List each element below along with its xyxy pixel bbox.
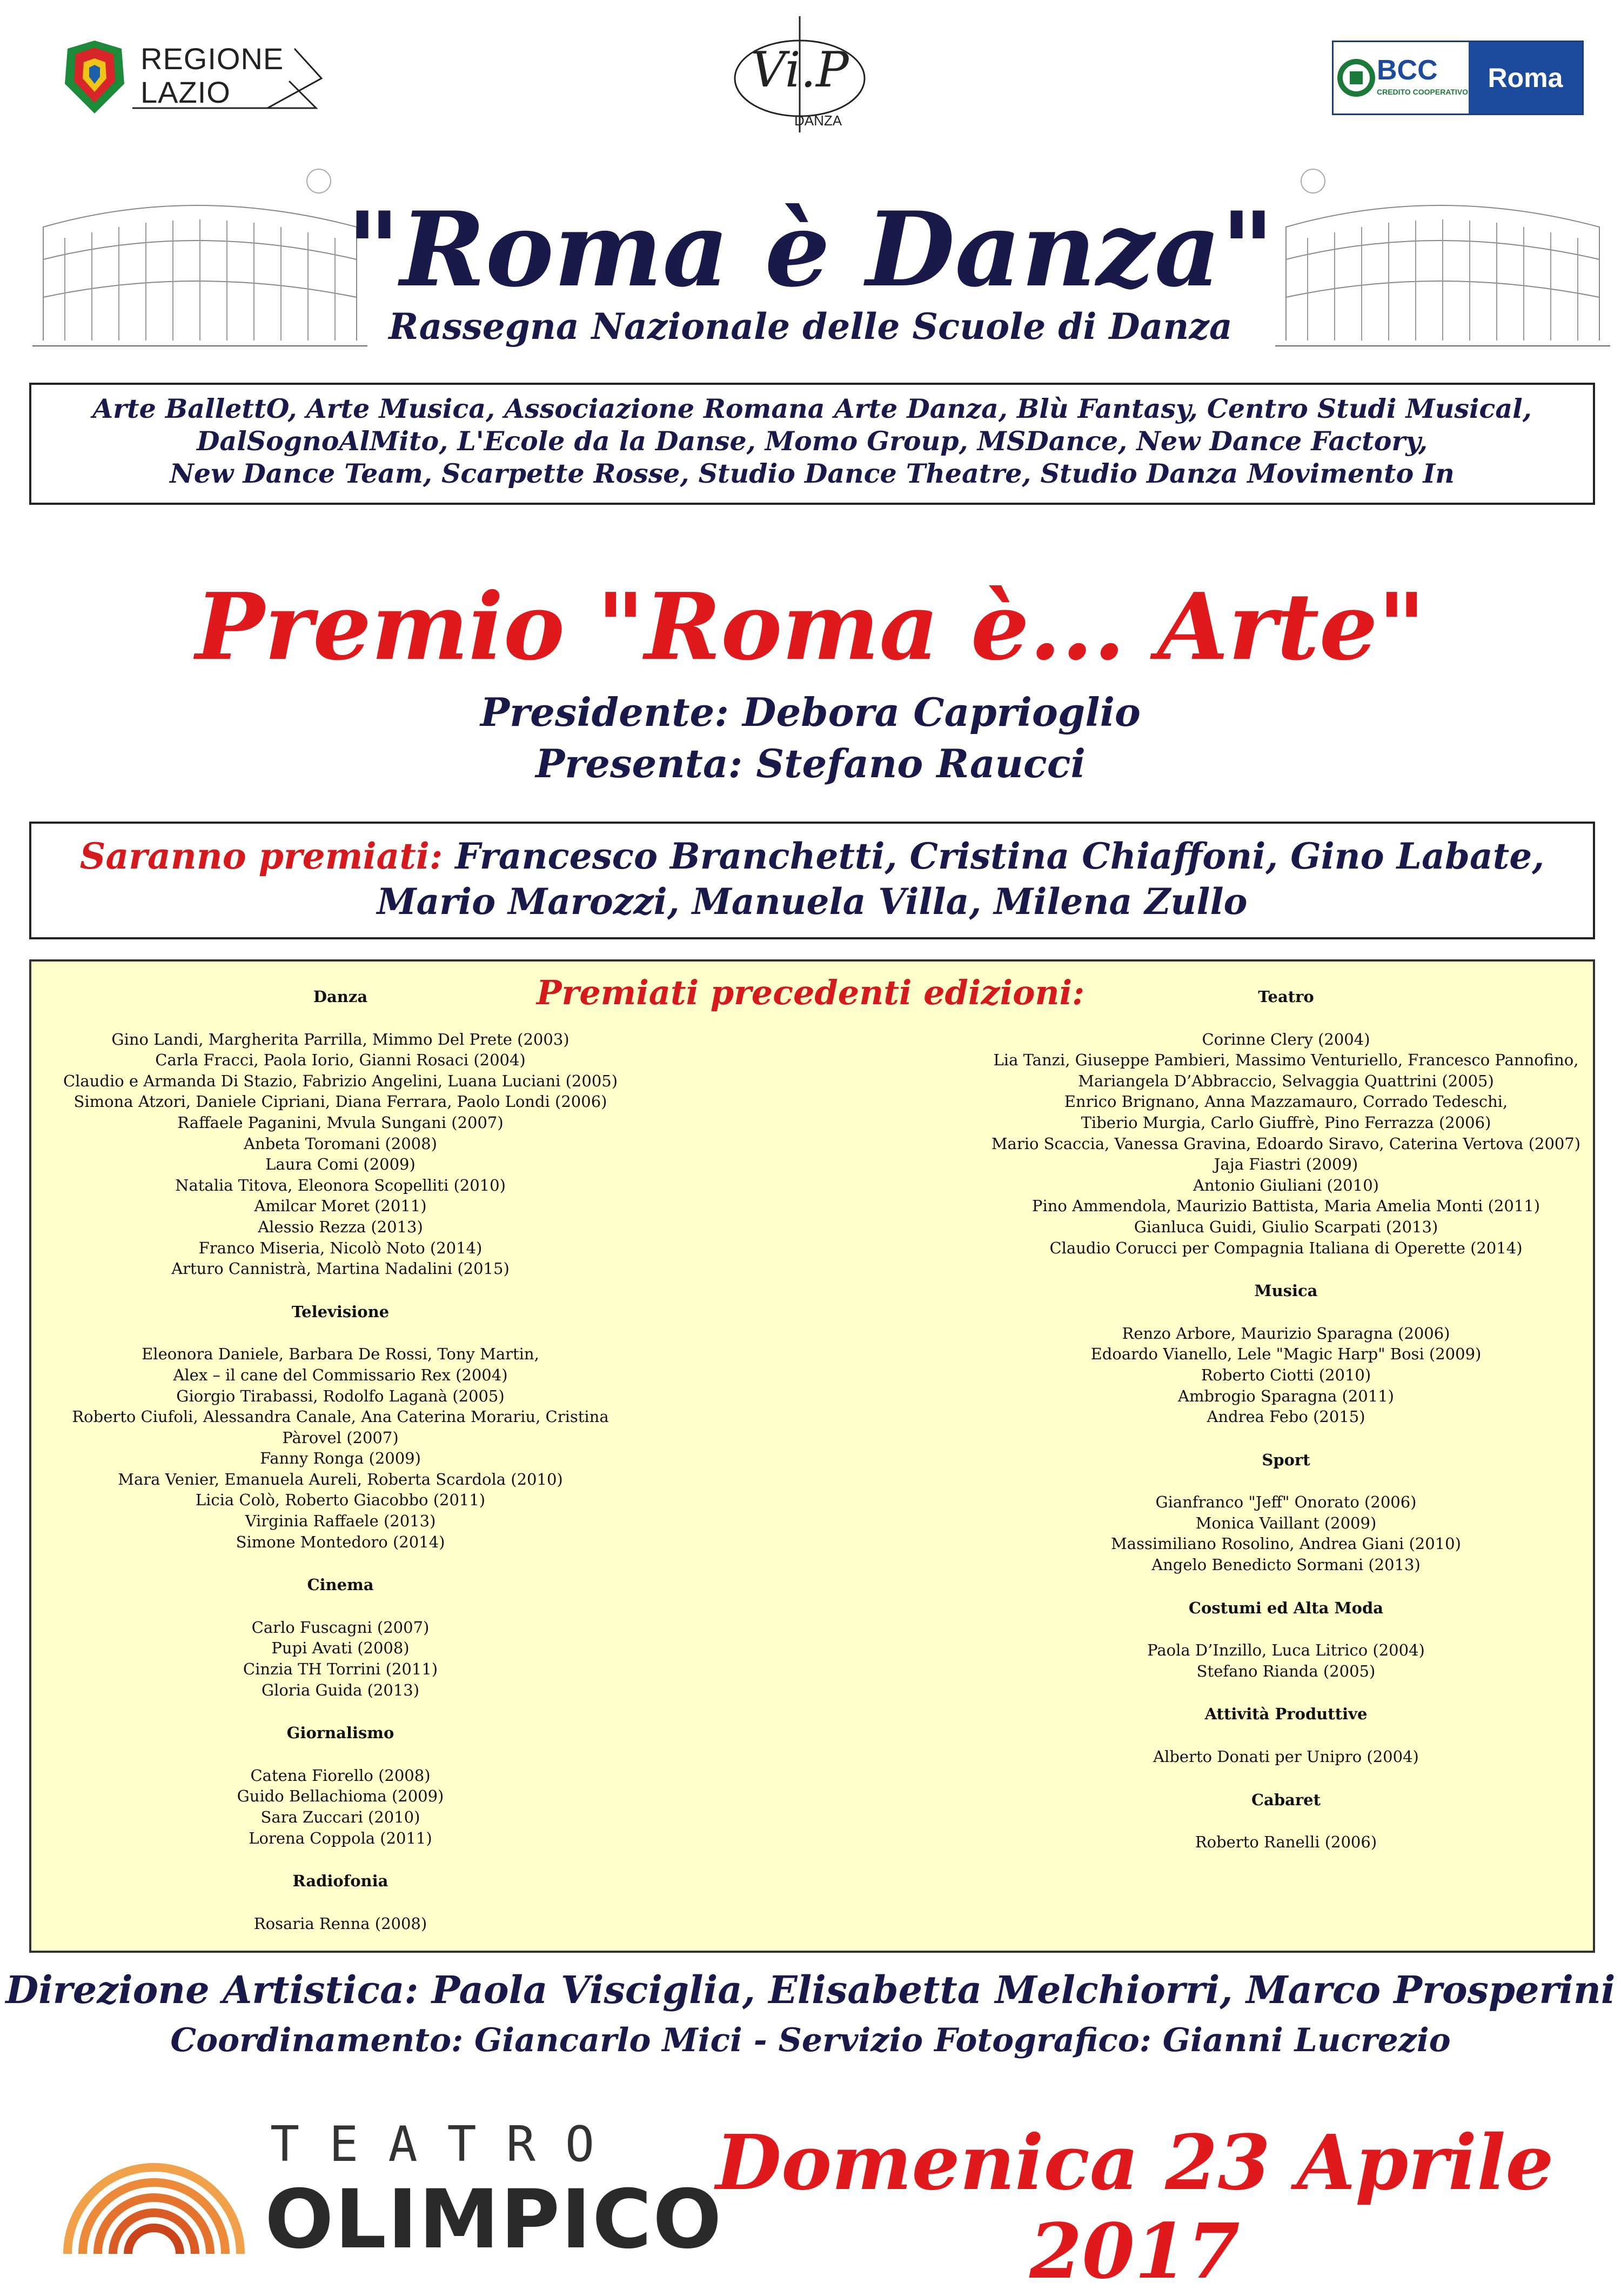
list-item: Sara Zuccari (2010) (260, 1808, 420, 1826)
list-item: Franco Miseria, Nicolò Noto (2014) (198, 1238, 483, 1257)
category-heading: Cinema (307, 1576, 374, 1594)
page-title: "Roma è Danza" (346, 189, 1275, 310)
coordinamento-line: Coordinamento: Giancarlo Mici - Servizio Fotografico: Gianni Lucrezio (170, 2021, 1451, 2059)
list-item: Lorena Coppola (2011) (249, 1828, 432, 1847)
list-item: Alessio Rezza (2013) (258, 1217, 423, 1236)
olimpico-label: OLIMPICO (265, 2173, 723, 2267)
list-item: Gino Landi, Margherita Parrilla, Mimmo Del Prete (2003) (111, 1030, 570, 1049)
list-item: Andrea Febo (2015) (1207, 1407, 1365, 1426)
bcc-roma-logo (1332, 41, 1584, 115)
schools-box (29, 383, 1595, 505)
list-item: Pupi Avati (2008) (271, 1639, 410, 1658)
category-heading: Televisione (291, 1302, 390, 1321)
list-item: Renzo Arbore, Maurizio Sparagna (2006) (1122, 1324, 1450, 1343)
category-heading: Cabaret (1251, 1790, 1321, 1809)
list-item: Enrico Brignano, Anna Mazzamauro, Corrado Tedeschi, (1064, 1092, 1508, 1111)
list-item: Massimiliano Rosolino, Andrea Giani (2010) (1111, 1534, 1461, 1553)
list-item: Monica Vaillant (2009) (1195, 1513, 1377, 1532)
category-heading: Radiofonia (292, 1872, 388, 1891)
bcc-sub: CREDITO COOPERATIVO (1377, 88, 1469, 96)
list-item: Tiberio Murgia, Carlo Giuffrè, Pino Ferrazza (2006) (1081, 1113, 1491, 1132)
list-item: Simona Atzori, Daniele Cipriani, Diana Ferrara, Paolo Londi (2006) (73, 1092, 607, 1111)
saranno-label: Saranno premiati: (79, 835, 443, 877)
list-item: Angelo Benedicto Sormani (2013) (1151, 1556, 1421, 1574)
list-item: Roberto Ranelli (2006) (1195, 1833, 1377, 1852)
list-item: Simone Montedoro (2014) (236, 1532, 445, 1551)
list-item: Mariangela D’Abbraccio, Selvaggia Quattrini (2005) (1078, 1071, 1494, 1090)
list-item: Roberto Ciufoli, Alessandra Canale, Ana Caterina Morariu, Cristina Pàrovel (2007) (72, 1407, 609, 1447)
list-item: Edoardo Vianello, Lele "Magic Harp" Bosi (2009) (1090, 1345, 1482, 1364)
category-heading: Danza (313, 987, 368, 1006)
presenta-line: Presenta: Stefano Raucci (535, 740, 1086, 786)
regione-word: REGIONE (140, 42, 284, 76)
bcc-city: Roma (1469, 42, 1582, 114)
schools-line: Arte BallettO, Arte Musica, Associazione Romana Arte Danza, Blù Fantasy, Centro Studi Musical, (92, 393, 1532, 424)
bcc-leaf-icon (1334, 42, 1377, 114)
list-item: Laura Comi (2009) (265, 1155, 416, 1174)
list-item: Carlo Fuscagni (2007) (251, 1618, 430, 1637)
list-item: Alberto Donati per Unipro (2004) (1153, 1747, 1419, 1766)
list-item: Fanny Ronga (2009) (260, 1449, 421, 1468)
saranno-line-1 (31, 833, 1593, 879)
saranno-names-2: Mario Marozzi, Manuela Villa, Milena Zullo (377, 880, 1248, 923)
list-item: Jaja Fiastri (2009) (1214, 1155, 1358, 1174)
direzione-artistica: Direzione Artistica: Paola Visciglia, Elisabetta Melchiorri, Marco Prosperini (5, 1967, 1616, 2012)
list-item: Raffaele Paganini, Mvula Sungani (2007) (177, 1113, 504, 1132)
schools-line: DalSognoAlMito, L'Ecole da la Danse, Momo Group, MSDance, New Dance Factory, (196, 425, 1428, 457)
page-subtitle: Rassegna Nazionale delle Scuole di Danza (388, 305, 1233, 348)
list-item: Lia Tanzi, Giuseppe Pambieri, Massimo Venturiello, Francesco Pannofino, (993, 1051, 1579, 1070)
category-heading: Teatro (1258, 987, 1314, 1006)
list-item: Claudio Corucci per Compagnia Italiana di Operette (2014) (1049, 1238, 1523, 1257)
list-item: Licia Colò, Roberto Giacobbo (2011) (195, 1491, 486, 1510)
schools-line: New Dance Team, Scarpette Rosse, Studio Dance Theatre, Studio Danza Movimento In (170, 458, 1455, 489)
list-item: Claudio e Armanda Di Stazio, Fabrizio Angelini, Luana Luciani (2005) (63, 1071, 618, 1090)
list-item: Giorgio Tirabassi, Rodolfo Laganà (2005) (176, 1386, 505, 1405)
list-item: Natalia Titova, Eleonora Scopelliti (2010) (175, 1176, 506, 1194)
list-item: Alex – il cane del Commissario Rex (2004) (173, 1365, 508, 1384)
list-item: Roberto Ciotti (2010) (1201, 1365, 1371, 1384)
previous-left-column (43, 986, 638, 1934)
presidente-line: Presidente: Debora Caprioglio (480, 689, 1141, 735)
event-date: Domenica 23 Aprile 2017 (715, 2119, 1554, 2296)
list-item: Antonio Giuliani (2010) (1193, 1176, 1379, 1194)
bcc-mark (1334, 42, 1469, 114)
list-item: Amilcar Moret (2011) (254, 1197, 427, 1216)
category-heading: Costumi ed Alta Moda (1188, 1598, 1384, 1617)
category-heading: Sport (1262, 1450, 1310, 1469)
teatro-label: TEATRO (270, 2116, 625, 2173)
lazio-word: LAZIO (140, 75, 231, 109)
list-item: Cinzia TH Torrini (2011) (243, 1660, 438, 1679)
list-item: Catena Fiorello (2008) (250, 1766, 431, 1785)
list-item: Stefano Rianda (2005) (1196, 1661, 1376, 1680)
list-item: Ambrogio Sparagna (2011) (1178, 1386, 1394, 1405)
list-item: Mario Scaccia, Vanessa Gravina, Edoardo Siravo, Caterina Vertova (2007) (991, 1134, 1581, 1153)
category-heading: Giornalismo (286, 1724, 394, 1743)
list-item: Paola D’Inzillo, Luca Litrico (2004) (1147, 1641, 1425, 1660)
olimpico-arch-icon (68, 2167, 240, 2254)
vip-danza-label: DANZA (794, 112, 842, 129)
list-item: Carla Fracci, Paola Iorio, Gianni Rosaci (2004) (155, 1051, 526, 1070)
list-item: Eleonora Daniele, Barbara De Rossi, Tony Martin, (142, 1345, 539, 1364)
list-item: Corinne Clery (2004) (1202, 1030, 1370, 1049)
list-item: Arturo Cannistrà, Martina Nadalini (2015) (171, 1259, 510, 1278)
previous-right-column (989, 986, 1583, 1853)
bcc-name: BCC (1377, 55, 1438, 86)
vip-logo-text: Vi.P (751, 42, 849, 98)
premio-title: Premio "Roma è... Arte" (195, 573, 1426, 681)
list-item: Guido Bellachioma (2009) (237, 1787, 444, 1806)
category-heading: Musica (1254, 1282, 1318, 1300)
list-item: Virginia Raffaele (2013) (245, 1512, 436, 1531)
saranno-premiati-box (29, 822, 1595, 939)
list-item: Gianluca Guidi, Giulio Scarpati (2013) (1134, 1217, 1438, 1236)
previous-editions-title: Premiati precedenti edizioni: (536, 973, 1085, 1012)
regione-lazio-crest-icon (65, 41, 124, 114)
category-heading: Attività Produttive (1204, 1705, 1368, 1724)
saranno-names-1: Francesco Branchetti, Cristina Chiaffoni, Gino Labate, (455, 835, 1545, 877)
list-item: Rosaria Renna (2008) (253, 1914, 427, 1933)
list-item: Anbeta Toromani (2008) (244, 1134, 437, 1153)
regione-lazio-wordmark (140, 42, 284, 109)
list-item: Mara Venier, Emanuela Aureli, Roberta Scardola (2010) (118, 1470, 563, 1489)
list-item: Pino Ammendola, Maurizio Battista, Maria Amelia Monti (2011) (1031, 1197, 1540, 1216)
list-item: Gianfranco "Jeff" Onorato (2006) (1155, 1493, 1417, 1512)
list-item: Gloria Guida (2013) (261, 1680, 420, 1699)
